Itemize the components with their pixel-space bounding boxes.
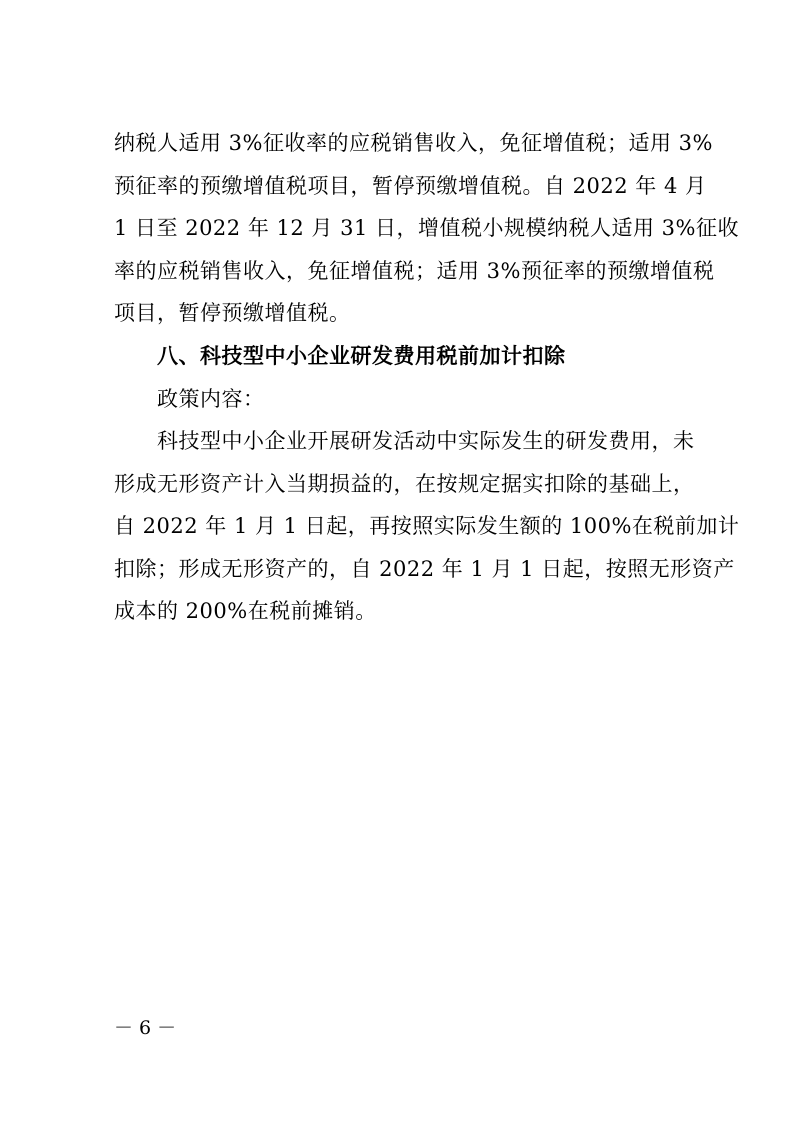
paragraph-line: 形成无形资产计入当期损益的，在按规定据实扣除的基础上， xyxy=(114,472,695,496)
paragraph-line: 纳税人适用 3%征收率的应税销售收入，免征增值税；适用 3% xyxy=(114,131,713,155)
paragraph-line: 自 2022 年 1 月 1 日起，再按照实际发生额的 100%在税前加计 xyxy=(114,514,740,538)
section-label: 政策内容： xyxy=(157,387,265,411)
paragraph-line: 成本的 200%在税前摊销。 xyxy=(114,599,377,623)
paragraph-line: 项目，暂停预缴增值税。 xyxy=(114,301,351,325)
page-number: － 6 － xyxy=(114,1017,177,1039)
paragraph-line: 扣除；形成无形资产的，自 2022 年 1 月 1 日起，按照无形资产 xyxy=(114,557,735,581)
section-heading: 八、科技型中小企业研发费用税前加计扣除 xyxy=(157,344,566,368)
paragraph-line: 1 日至 2022 年 12 月 31 日，增值税小规模纳税人适用 3%征收 xyxy=(114,216,739,240)
paragraph-line: 预征率的预缴增值税项目，暂停预缴增值税。自 2022 年 4 月 xyxy=(114,174,707,198)
paragraph-line: 科技型中小企业开展研发活动中实际发生的研发费用，未 xyxy=(157,429,695,453)
paragraph-line: 率的应税销售收入，免征增值税；适用 3%预征率的预缴增值税 xyxy=(114,259,715,283)
